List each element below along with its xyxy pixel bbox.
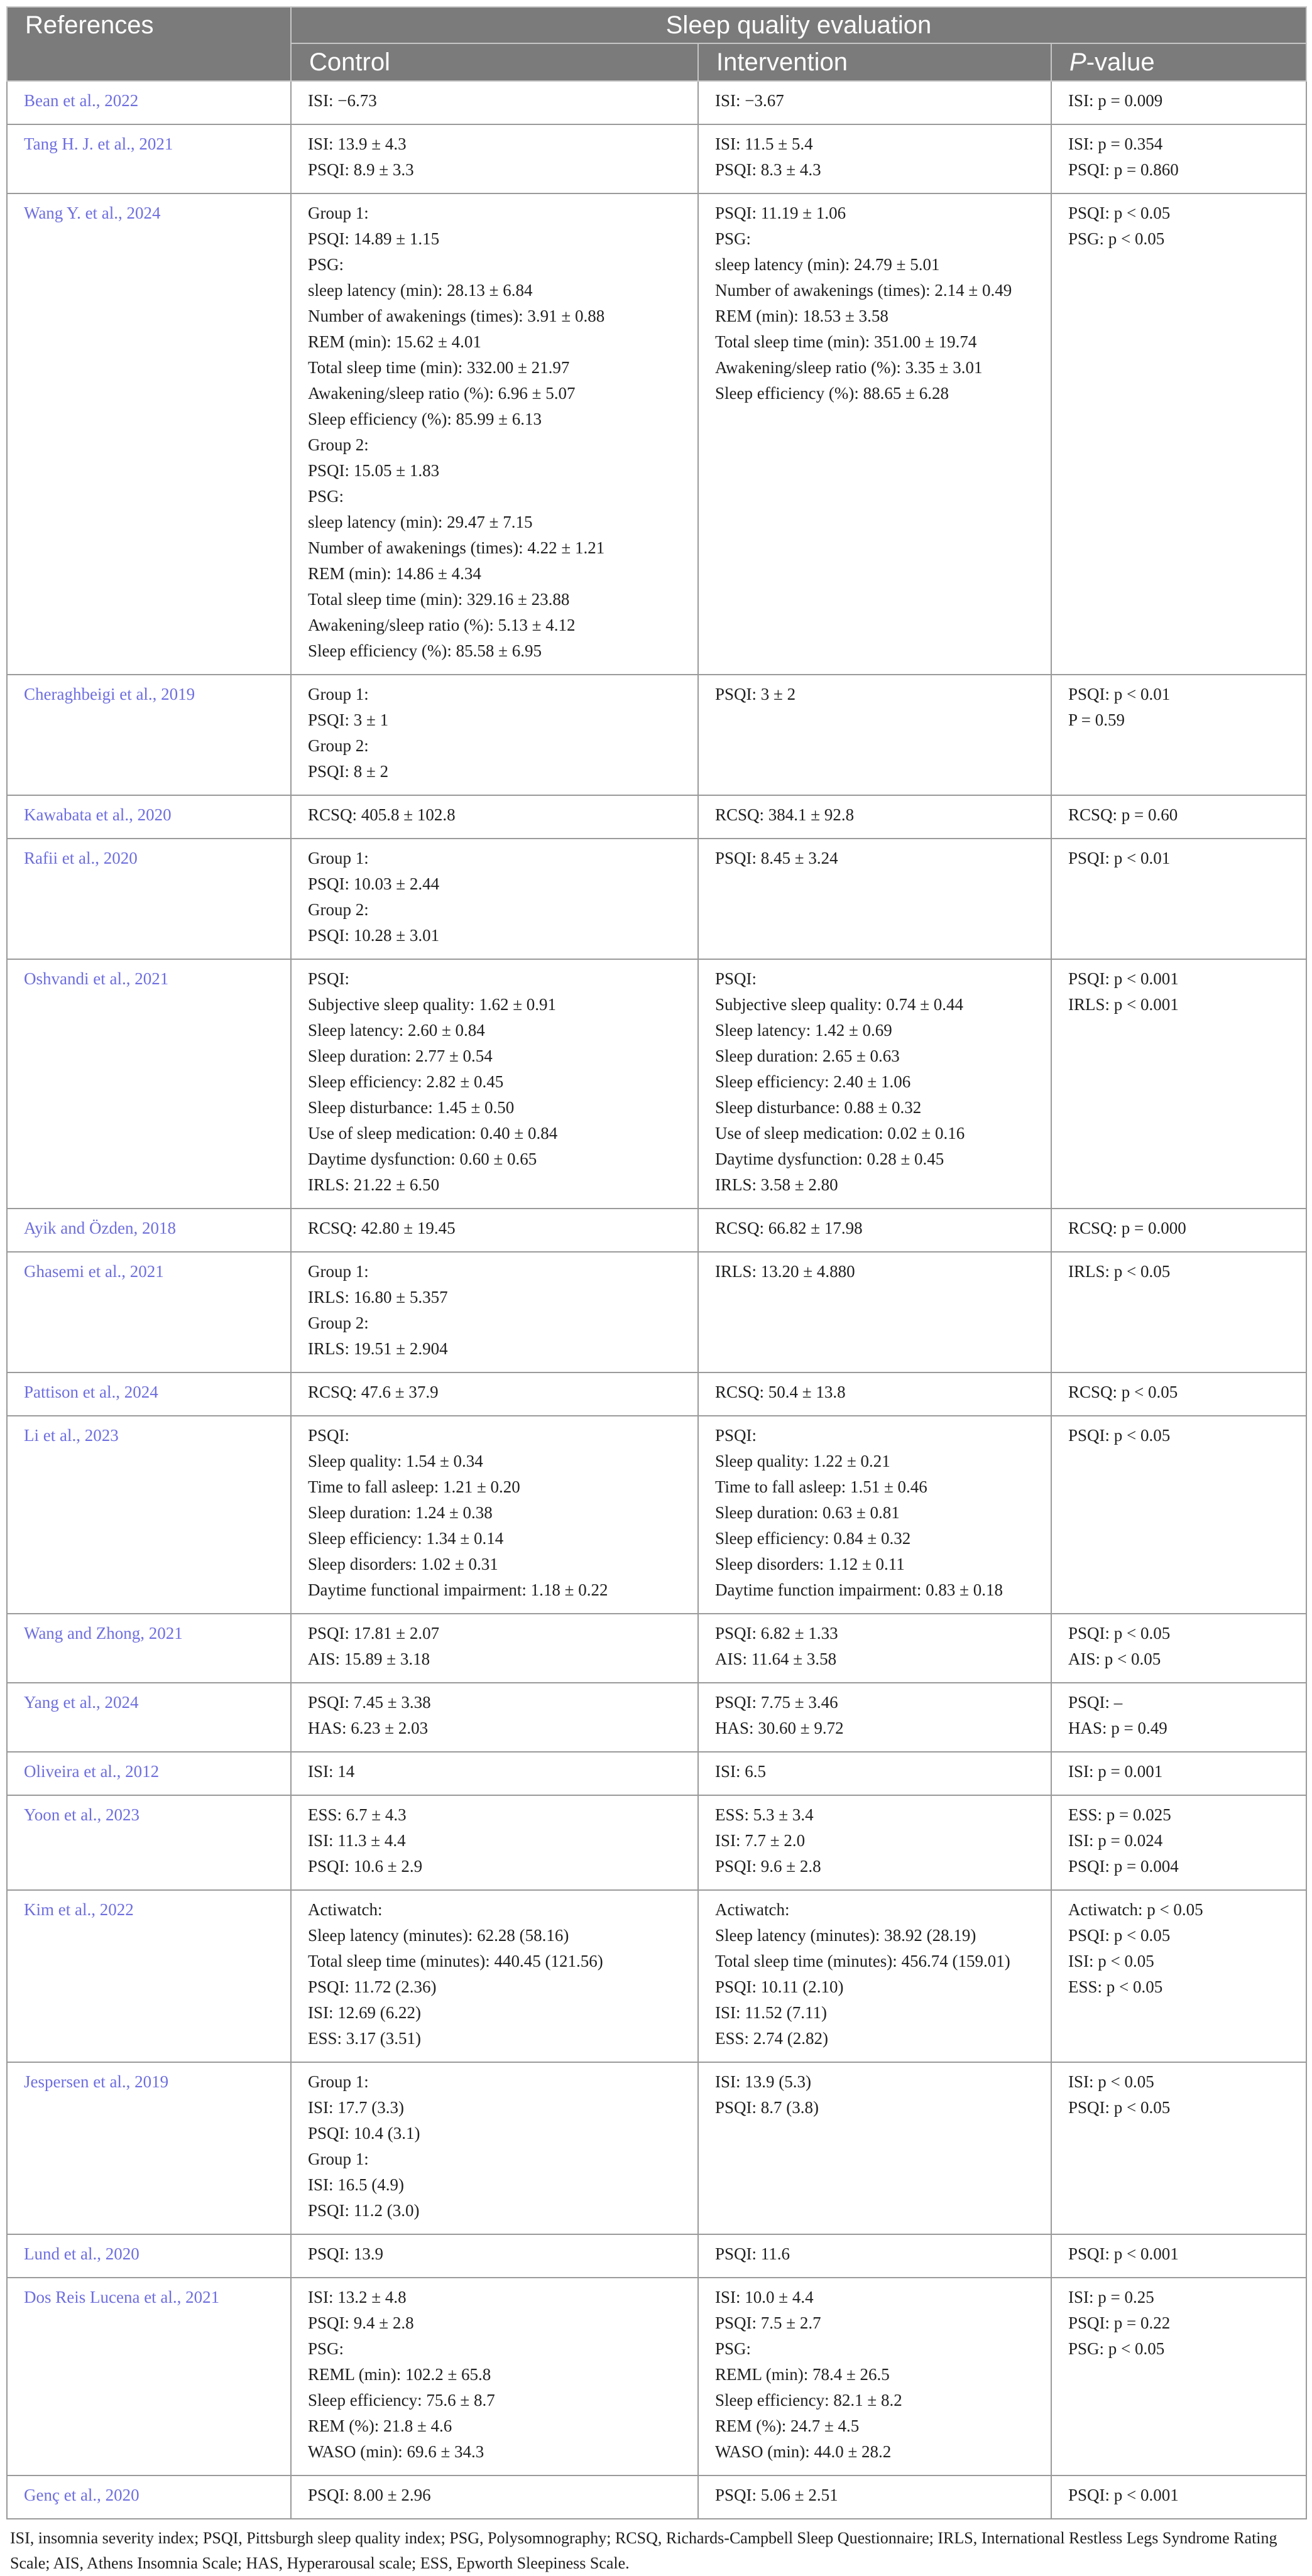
cell-line: Sleep latency: 2.60 ± 0.84 [308, 1021, 485, 1040]
cell-line: PSQI: p < 0.05 [1068, 1426, 1171, 1445]
table-footnote: ISI, insomnia severity index; PSQI, Pittsburgh sleep quality index; PSG, Polysomnography; RCSQ, Richards-Campbell Sleep Questionnaire; IRLS, International Restless Legs Syndrome Rating Scale; AIS, Athens Insomnia Scale; HAS, Hyperarousal scale; ESS, Epworth Sleepiness Scale. [10, 2529, 1277, 2572]
cell-line: PSG: [308, 487, 344, 506]
table-row [7, 1614, 1306, 1683]
cell-line: P = 0.59 [1068, 710, 1125, 729]
p-value-cell [1051, 2278, 1306, 2475]
cell-line: IRLS: 21.22 ± 6.50 [308, 1175, 440, 1194]
cell-line: HAS: 30.60 ± 9.72 [715, 1719, 844, 1737]
cell-line: Sleep quality: 1.22 ± 0.21 [715, 1452, 890, 1470]
cell-line: PSQI: p < 0.001 [1068, 2244, 1179, 2263]
cell-line: Awakening/sleep ratio (%): 6.96 ± 5.07 [308, 384, 576, 403]
control-cell [291, 795, 698, 839]
cell-line: Group 1: [308, 2149, 369, 2168]
cell-line: ISI: 16.5 (4.9) [308, 2175, 404, 2194]
table-row [7, 1890, 1306, 2062]
cell-line: Sleep efficiency: 1.34 ± 0.14 [308, 1529, 504, 1548]
sleep-quality-table-container [6, 6, 1306, 2576]
cell-line: Number of awakenings (times): 4.22 ± 1.21 [308, 538, 605, 557]
reference-link[interactable]: Oliveira et al., 2012 [7, 1752, 291, 1795]
intervention-cell [698, 1372, 1051, 1416]
cell-line: PSQI: [715, 1426, 757, 1445]
intervention-cell [698, 839, 1051, 959]
cell-line: PSQI: p = 0.860 [1068, 160, 1179, 179]
cell-line: sleep latency (min): 28.13 ± 6.84 [308, 281, 533, 300]
cell-line: PSQI: 8.00 ± 2.96 [308, 2486, 431, 2504]
p-value-cell [1051, 1795, 1306, 1890]
cell-line: PSQI: 7.75 ± 3.46 [715, 1693, 838, 1712]
cell-line: REM (%): 21.8 ± 4.6 [308, 2416, 452, 2435]
p-value-cell [1051, 1752, 1306, 1795]
cell-line: PSQI: 10.28 ± 3.01 [308, 926, 440, 945]
cell-line: Number of awakenings (times): 2.14 ± 0.49 [715, 281, 1012, 300]
reference-link[interactable]: Yang et al., 2024 [7, 1683, 291, 1752]
control-cell [291, 839, 698, 959]
table-row [7, 2475, 1306, 2519]
intervention-cell [698, 2234, 1051, 2278]
reference-link[interactable]: Kawabata et al., 2020 [7, 795, 291, 839]
cell-line: PSG: [308, 255, 344, 274]
cell-line: RCSQ: 47.6 ± 37.9 [308, 1383, 439, 1401]
p-value-cell [1051, 81, 1306, 124]
cell-line: Sleep efficiency: 82.1 ± 8.2 [715, 2391, 902, 2410]
cell-line: REML (min): 78.4 ± 26.5 [715, 2365, 890, 2384]
p-value-cell [1051, 675, 1306, 795]
intervention-cell [698, 675, 1051, 795]
cell-line: WASO (min): 44.0 ± 28.2 [715, 2442, 892, 2461]
reference-link[interactable]: Wang and Zhong, 2021 [7, 1614, 291, 1683]
cell-line: PSQI: p < 0.05 [1068, 1624, 1171, 1643]
cell-line: IRLS: p < 0.05 [1068, 1262, 1171, 1281]
cell-line: PSQI: p = 0.22 [1068, 2313, 1171, 2332]
cell-line: Sleep latency (minutes): 38.92 (28.19) [715, 1926, 976, 1945]
reference-link[interactable]: Li et al., 2023 [7, 1416, 291, 1614]
cell-line: Actiwatch: p < 0.05 [1068, 1900, 1203, 1919]
cell-line: AIS: p < 0.05 [1068, 1649, 1161, 1668]
table-row [7, 193, 1306, 675]
p-value-cell [1051, 959, 1306, 1209]
cell-line: IRLS: 3.58 ± 2.80 [715, 1175, 838, 1194]
cell-line: Use of sleep medication: 0.02 ± 0.16 [715, 1124, 965, 1143]
cell-line: ISI: 7.7 ± 2.0 [715, 1831, 806, 1850]
cell-line: HAS: 6.23 ± 2.03 [308, 1719, 429, 1737]
cell-line: Daytime dysfunction: 0.28 ± 0.45 [715, 1149, 944, 1168]
cell-line: Actiwatch: [308, 1900, 383, 1919]
cell-line: PSG: [715, 2339, 752, 2358]
reference-link[interactable]: Genç et al., 2020 [7, 2475, 291, 2519]
reference-link[interactable]: Rafii et al., 2020 [7, 839, 291, 959]
cell-line: RCSQ: 66.82 ± 17.98 [715, 1219, 863, 1237]
cell-line: Subjective sleep quality: 1.62 ± 0.91 [308, 995, 557, 1014]
cell-line: Sleep duration: 2.65 ± 0.63 [715, 1046, 900, 1065]
p-value-cell [1051, 1416, 1306, 1614]
control-cell [291, 1209, 698, 1252]
cell-line: Group 1: [308, 849, 369, 867]
cell-line: ISI: p < 0.05 [1068, 1952, 1154, 1970]
cell-line: ISI: 11.5 ± 5.4 [715, 134, 813, 153]
p-value-cell [1051, 1890, 1306, 2062]
cell-line: REM (min): 15.62 ± 4.01 [308, 332, 481, 351]
cell-line: PSQI: 11.2 (3.0) [308, 2201, 420, 2220]
cell-line: ISI: p < 0.05 [1068, 2072, 1154, 2091]
cell-line: PSQI: 14.89 ± 1.15 [308, 229, 440, 248]
intervention-cell [698, 959, 1051, 1209]
cell-line: PSQI: p < 0.05 [1068, 204, 1171, 222]
reference-link[interactable]: Oshvandi et al., 2021 [7, 959, 291, 1209]
cell-line: PSQI: 8.7 (3.8) [715, 2098, 819, 2117]
cell-line: ISI: 10.0 ± 4.4 [715, 2288, 814, 2307]
sleep-quality-table [6, 6, 1307, 2519]
cell-line: RCSQ: p = 0.60 [1068, 805, 1178, 824]
intervention-cell [698, 1795, 1051, 1890]
cell-line: ESS: 2.74 (2.82) [715, 2029, 829, 2048]
reference-link[interactable]: Kim et al., 2022 [7, 1890, 291, 2062]
control-cell [291, 1416, 698, 1614]
control-cell [291, 1795, 698, 1890]
cell-line: Sleep efficiency: 75.6 ± 8.7 [308, 2391, 495, 2410]
p-value-cell [1051, 1683, 1306, 1752]
cell-line: PSG: p < 0.05 [1068, 2339, 1165, 2358]
cell-line: ISI: p = 0.354 [1068, 134, 1163, 153]
cell-line: Sleep latency (minutes): 62.28 (58.16) [308, 1926, 569, 1945]
cell-line: REM (%): 24.7 ± 4.5 [715, 2416, 860, 2435]
cell-line: PSQI: 10.03 ± 2.44 [308, 874, 440, 893]
cell-line: PSQI: p < 0.01 [1068, 849, 1171, 867]
p-value-cell [1051, 193, 1306, 675]
cell-line: RCSQ: 405.8 ± 102.8 [308, 805, 456, 824]
cell-line: Sleep efficiency (%): 85.58 ± 6.95 [308, 641, 542, 660]
cell-line: sleep latency (min): 29.47 ± 7.15 [308, 513, 533, 531]
cell-line: Sleep efficiency: 0.84 ± 0.32 [715, 1529, 911, 1548]
cell-line: Sleep efficiency: 2.82 ± 0.45 [308, 1072, 504, 1091]
table-row [7, 839, 1306, 959]
cell-line: PSQI: 11.72 (2.36) [308, 1977, 437, 1996]
reference-link[interactable]: Ghasemi et al., 2021 [7, 1252, 291, 1372]
cell-line: ESS: 5.3 ± 3.4 [715, 1805, 814, 1824]
cell-line: Actiwatch: [715, 1900, 790, 1919]
cell-line: RCSQ: 42.80 ± 19.45 [308, 1219, 456, 1237]
header-p-value [1051, 43, 1306, 81]
cell-line: WASO (min): 69.6 ± 34.3 [308, 2442, 484, 2461]
intervention-cell [698, 1416, 1051, 1614]
control-cell [291, 2475, 698, 2519]
table-row [7, 2234, 1306, 2278]
cell-line: PSQI: 8.3 ± 4.3 [715, 160, 821, 179]
table-row [7, 675, 1306, 795]
intervention-cell [698, 2475, 1051, 2519]
control-cell [291, 2062, 698, 2234]
reference-link[interactable]: Yoon et al., 2023 [7, 1795, 291, 1890]
cell-line: ISI: 11.52 (7.11) [715, 2003, 827, 2022]
reference-link[interactable]: Cheraghbeigi et al., 2019 [7, 675, 291, 795]
cell-line: PSQI: 8.9 ± 3.3 [308, 160, 414, 179]
table-row [7, 795, 1306, 839]
intervention-cell [698, 193, 1051, 675]
intervention-cell [698, 1890, 1051, 2062]
cell-line: ISI: 13.9 ± 4.3 [308, 134, 407, 153]
control-cell [291, 2234, 698, 2278]
cell-line: PSQI: 9.6 ± 2.8 [715, 1857, 821, 1876]
cell-line: RCSQ: p < 0.05 [1068, 1383, 1178, 1401]
cell-line: Group 1: [308, 2072, 369, 2091]
cell-line: PSQI: 7.45 ± 3.38 [308, 1693, 431, 1712]
cell-line: Daytime functional impairment: 1.18 ± 0.22 [308, 1580, 608, 1599]
intervention-cell [698, 1209, 1051, 1252]
p-value-cell [1051, 1614, 1306, 1683]
cell-line: PSQI: 11.6 [715, 2244, 790, 2263]
control-cell [291, 959, 698, 1209]
cell-line: PSQI: [308, 969, 350, 988]
control-cell [291, 2278, 698, 2475]
cell-line: ISI: p = 0.25 [1068, 2288, 1154, 2307]
table-row [7, 1416, 1306, 1614]
intervention-cell [698, 795, 1051, 839]
p-value-cell [1051, 1252, 1306, 1372]
cell-line: RCSQ: p = 0.000 [1068, 1219, 1186, 1237]
cell-line: IRLS: 19.51 ± 2.904 [308, 1339, 448, 1358]
cell-line: IRLS: 16.80 ± 5.357 [308, 1288, 448, 1307]
intervention-cell [698, 1683, 1051, 1752]
cell-line: ISI: 13.9 (5.3) [715, 2072, 811, 2091]
cell-line: Group 2: [308, 1313, 369, 1332]
cell-line: ISI: 12.69 (6.22) [308, 2003, 421, 2022]
cell-line: PSQI: p < 0.001 [1068, 969, 1179, 988]
cell-line: PSQI: 10.4 (3.1) [308, 2124, 420, 2143]
cell-line: IRLS: 13.20 ± 4.880 [715, 1262, 855, 1281]
reference-link[interactable]: Tang H. J. et al., 2021 [7, 124, 291, 193]
cell-line: PSQI: p < 0.05 [1068, 2098, 1171, 2117]
intervention-cell [698, 2062, 1051, 2234]
cell-line: PSQI: [715, 969, 757, 988]
header-sleep-quality-evaluation: Sleep quality evaluation [291, 7, 1306, 43]
cell-line: PSQI: [308, 1426, 350, 1445]
intervention-cell [698, 81, 1051, 124]
table-row [7, 1372, 1306, 1416]
control-cell [291, 1890, 698, 2062]
header-p-value-suffix: -value [1086, 48, 1155, 76]
cell-line: Daytime dysfunction: 0.60 ± 0.65 [308, 1149, 537, 1168]
header-control: Control [291, 43, 698, 81]
cell-line: Total sleep time (min): 351.00 ± 19.74 [715, 332, 977, 351]
cell-line: PSQI: p < 0.01 [1068, 685, 1171, 704]
p-value-cell [1051, 124, 1306, 193]
cell-line: ESS: 6.7 ± 4.3 [308, 1805, 407, 1824]
cell-line: PSQI: p < 0.001 [1068, 2486, 1179, 2504]
cell-line: Use of sleep medication: 0.40 ± 0.84 [308, 1124, 558, 1143]
header-p-value-italic: P [1069, 48, 1086, 76]
cell-line: AIS: 11.64 ± 3.58 [715, 1649, 837, 1668]
table-row [7, 2062, 1306, 2234]
cell-line: Sleep duration: 0.63 ± 0.81 [715, 1503, 900, 1522]
cell-line: Sleep latency: 1.42 ± 0.69 [715, 1021, 892, 1040]
cell-line: Subjective sleep quality: 0.74 ± 0.44 [715, 995, 964, 1014]
cell-line: Group 1: [308, 204, 369, 222]
cell-line: Total sleep time (minutes): 440.45 (121.56) [308, 1952, 603, 1970]
control-cell [291, 1372, 698, 1416]
cell-line: Awakening/sleep ratio (%): 3.35 ± 3.01 [715, 358, 983, 377]
cell-line: Sleep efficiency (%): 85.99 ± 6.13 [308, 410, 542, 428]
cell-line: PSQI: 17.81 ± 2.07 [308, 1624, 440, 1643]
reference-link[interactable]: Ayik and Özden, 2018 [7, 1209, 291, 1252]
cell-line: Sleep disturbance: 1.45 ± 0.50 [308, 1098, 515, 1117]
cell-line: Group 1: [308, 685, 369, 704]
cell-line: PSG: [715, 229, 752, 248]
cell-line: PSQI: 6.82 ± 1.33 [715, 1624, 838, 1643]
cell-line: ISI: 17.7 (3.3) [308, 2098, 404, 2117]
p-value-cell [1051, 2062, 1306, 2234]
table-row [7, 1252, 1306, 1372]
table-row [7, 2278, 1306, 2475]
cell-line: PSQI: – [1068, 1693, 1123, 1712]
cell-line: Number of awakenings (times): 3.91 ± 0.88 [308, 307, 605, 325]
cell-line: ISI: p = 0.009 [1068, 91, 1163, 110]
intervention-cell [698, 1252, 1051, 1372]
reference-link[interactable]: Wang Y. et al., 2024 [7, 193, 291, 675]
cell-line: Sleep duration: 1.24 ± 0.38 [308, 1503, 493, 1522]
control-cell [291, 1614, 698, 1683]
table-row [7, 1795, 1306, 1890]
cell-line: Daytime function impairment: 0.83 ± 0.18 [715, 1580, 1003, 1599]
cell-line: Sleep disturbance: 0.88 ± 0.32 [715, 1098, 922, 1117]
cell-line: Group 2: [308, 435, 369, 454]
cell-line: sleep latency (min): 24.79 ± 5.01 [715, 255, 940, 274]
cell-line: Sleep disorders: 1.02 ± 0.31 [308, 1555, 498, 1573]
intervention-cell [698, 124, 1051, 193]
table-row [7, 959, 1306, 1209]
intervention-cell [698, 2278, 1051, 2475]
reference-link[interactable]: Bean et al., 2022 [7, 81, 291, 124]
cell-line: PSQI: 8 ± 2 [308, 762, 389, 781]
cell-line: Group 2: [308, 736, 369, 755]
cell-line: ISI: 11.3 ± 4.4 [308, 1831, 406, 1850]
cell-line: Total sleep time (min): 329.16 ± 23.88 [308, 590, 570, 609]
cell-line: ISI: 14 [308, 1762, 355, 1781]
cell-line: REML (min): 102.2 ± 65.8 [308, 2365, 491, 2384]
p-value-cell [1051, 839, 1306, 959]
cell-line: HAS: p = 0.49 [1068, 1719, 1167, 1737]
cell-line: IRLS: p < 0.001 [1068, 995, 1179, 1014]
p-value-cell [1051, 2234, 1306, 2278]
cell-line: PSQI: 13.9 [308, 2244, 384, 2263]
p-value-cell [1051, 1209, 1306, 1252]
cell-line: PSG: p < 0.05 [1068, 229, 1165, 248]
control-cell [291, 1683, 698, 1752]
cell-line: Group 2: [308, 900, 369, 919]
cell-line: RCSQ: 50.4 ± 13.8 [715, 1383, 846, 1401]
cell-line: PSQI: 15.05 ± 1.83 [308, 461, 440, 480]
cell-line: Sleep duration: 2.77 ± 0.54 [308, 1046, 493, 1065]
control-cell [291, 81, 698, 124]
cell-line: ESS: p = 0.025 [1068, 1805, 1171, 1824]
cell-line: PSQI: p < 0.05 [1068, 1926, 1171, 1945]
reference-link[interactable]: Dos Reis Lucena et al., 2021 [7, 2278, 291, 2475]
table-row [7, 1209, 1306, 1252]
cell-line: PSQI: 10.6 ± 2.9 [308, 1857, 423, 1876]
cell-line: ISI: 13.2 ± 4.8 [308, 2288, 407, 2307]
cell-line: REM (min): 18.53 ± 3.58 [715, 307, 888, 325]
cell-line: Sleep quality: 1.54 ± 0.34 [308, 1452, 483, 1470]
cell-line: Sleep disorders: 1.12 ± 0.11 [715, 1555, 905, 1573]
reference-link[interactable]: Pattison et al., 2024 [7, 1372, 291, 1416]
table-row [7, 124, 1306, 193]
cell-line: ESS: 3.17 (3.51) [308, 2029, 422, 2048]
cell-line: REM (min): 14.86 ± 4.34 [308, 564, 481, 583]
cell-line: ESS: p < 0.05 [1068, 1977, 1163, 1996]
cell-line: PSQI: 5.06 ± 2.51 [715, 2486, 838, 2504]
cell-line: PSQI: 3 ± 2 [715, 685, 796, 704]
cell-line: PSQI: 7.5 ± 2.7 [715, 2313, 821, 2332]
cell-line: ISI: −6.73 [308, 91, 377, 110]
table-row [7, 1683, 1306, 1752]
intervention-cell [698, 1752, 1051, 1795]
cell-line: PSQI: 8.45 ± 3.24 [715, 849, 838, 867]
cell-line: AIS: 15.89 ± 3.18 [308, 1649, 430, 1668]
cell-line: Time to fall asleep: 1.21 ± 0.20 [308, 1477, 520, 1496]
control-cell [291, 1752, 698, 1795]
cell-line: PSQI: p = 0.004 [1068, 1857, 1179, 1876]
reference-link[interactable]: Jespersen et al., 2019 [7, 2062, 291, 2234]
cell-line: Sleep efficiency (%): 88.65 ± 6.28 [715, 384, 949, 403]
cell-line: Time to fall asleep: 1.51 ± 0.46 [715, 1477, 927, 1496]
cell-line: ISI: −3.67 [715, 91, 784, 110]
table-row [7, 81, 1306, 124]
cell-line: PSQI: 9.4 ± 2.8 [308, 2313, 414, 2332]
cell-line: Awakening/sleep ratio (%): 5.13 ± 4.12 [308, 616, 576, 634]
cell-line: Sleep efficiency: 2.40 ± 1.06 [715, 1072, 911, 1091]
p-value-cell [1051, 2475, 1306, 2519]
control-cell [291, 193, 698, 675]
cell-line: PSQI: 10.11 (2.10) [715, 1977, 844, 1996]
reference-link[interactable]: Lund et al., 2020 [7, 2234, 291, 2278]
control-cell [291, 675, 698, 795]
table-body [7, 81, 1306, 2519]
cell-line: PSQI: 11.19 ± 1.06 [715, 204, 846, 222]
cell-line: Total sleep time (minutes): 456.74 (159.01) [715, 1952, 1010, 1970]
table-row [7, 1752, 1306, 1795]
cell-line: RCSQ: 384.1 ± 92.8 [715, 805, 855, 824]
cell-line: Total sleep time (min): 332.00 ± 21.97 [308, 358, 570, 377]
control-cell [291, 124, 698, 193]
cell-line: PSG: [308, 2339, 344, 2358]
intervention-cell [698, 1614, 1051, 1683]
header-references: References [7, 7, 291, 81]
cell-line: PSQI: 3 ± 1 [308, 710, 389, 729]
cell-line: ISI: p = 0.001 [1068, 1762, 1163, 1781]
header-intervention: Intervention [698, 43, 1051, 81]
cell-line: Group 1: [308, 1262, 369, 1281]
cell-line: ISI: 6.5 [715, 1762, 766, 1781]
cell-line: ISI: p = 0.024 [1068, 1831, 1163, 1850]
p-value-cell [1051, 1372, 1306, 1416]
control-cell [291, 1252, 698, 1372]
p-value-cell [1051, 795, 1306, 839]
